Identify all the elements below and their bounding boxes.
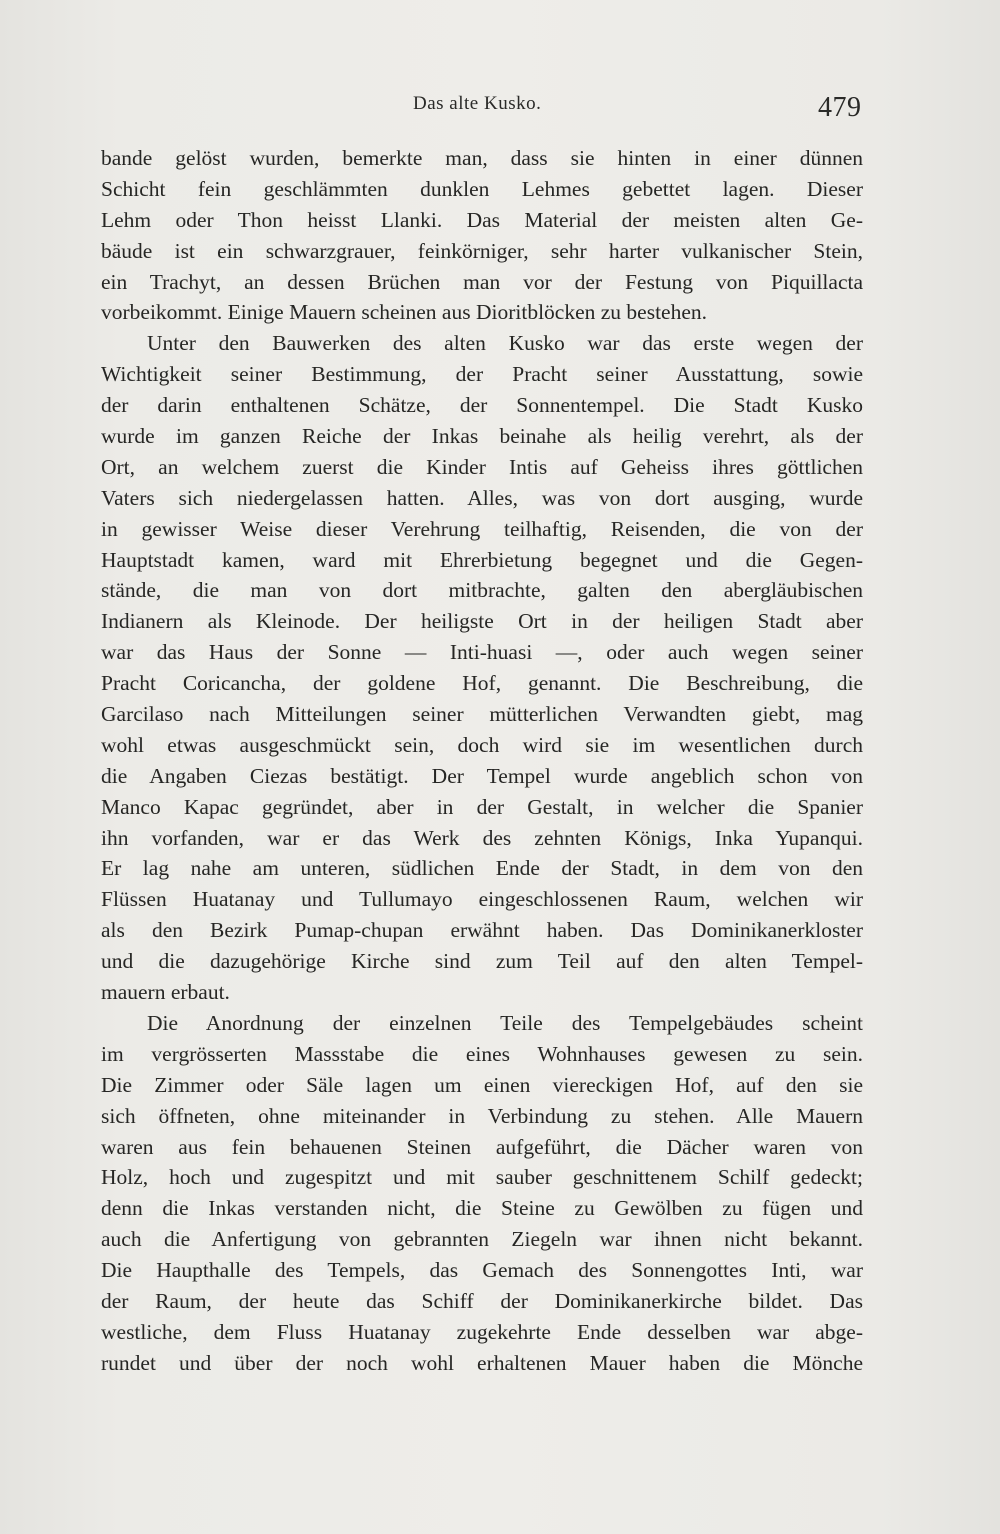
text-line: in gewisser Weise dieser Verehrung teilhaftig, Reisenden, die von der bbox=[101, 516, 863, 541]
text-line: ihn vorfanden, war er das Werk des zehnten Königs, Inka Yupanqui. bbox=[101, 825, 863, 850]
text-line: bäude ist ein schwarzgrauer, feinkörniger, sehr harter vulkanischer Stein, bbox=[101, 238, 863, 263]
body-text bbox=[101, 143, 863, 1379]
text-line: Garcilaso nach Mitteilungen seiner mütterlichen Verwandten giebt, mag bbox=[101, 702, 863, 727]
text-line: Die Anordnung der einzelnen Teile des Tempelgebäudes scheint bbox=[147, 1010, 863, 1035]
text-line: Ort, an welchem zuerst die Kinder Intis auf Geheiss ihres göttlichen bbox=[101, 454, 863, 479]
text-line: Pracht Coricancha, der goldene Hof, genannt. Die Beschreibung, die bbox=[101, 671, 863, 696]
text-line: ein Trachyt, an dessen Brüchen man vor der Festung von Piquillacta bbox=[101, 269, 863, 294]
text-line: Indianern als Kleinode. Der heiligste Ort in der heiligen Stadt aber bbox=[101, 609, 863, 634]
text-line: Lehm oder Thon heisst Llanki. Das Material der meisten alten Ge- bbox=[101, 207, 863, 232]
running-head bbox=[0, 88, 1000, 128]
text-line: Hauptstadt kamen, ward mit Ehrerbietung begegnet und die Gegen- bbox=[101, 547, 863, 572]
text-line: Vaters sich niedergelassen hatten. Alles, was von dort ausging, wurde bbox=[101, 485, 863, 510]
text-line: Manco Kapac gegründet, aber in der Gestalt, in welcher die Spanier bbox=[101, 794, 863, 819]
text-line: wurde im ganzen Reiche der Inkas beinahe als heilig verehrt, als der bbox=[101, 424, 863, 449]
text-line: die Angaben Ciezas bestätigt. Der Tempel wurde angeblich schon von bbox=[101, 763, 863, 788]
text-line: und die dazugehörige Kirche sind zum Teil auf den alten Tempel- bbox=[101, 949, 863, 974]
text-line: wohl etwas ausgeschmückt sein, doch wird sie im wesentlichen durch bbox=[101, 732, 863, 757]
text-line: bande gelöst wurden, bemerkte man, dass sie hinten in einer dünnen bbox=[101, 146, 863, 170]
text-line: mauern erbaut. bbox=[101, 980, 230, 1005]
page-number: 479 bbox=[818, 92, 862, 123]
text-line: denn die Inkas verstanden nicht, die Steine zu Gewölben zu fügen und bbox=[101, 1196, 863, 1221]
text-line: war das Haus der Sonne — Inti-huasi —, oder auch wegen seiner bbox=[101, 640, 863, 665]
text-line: Er lag nahe am unteren, südlichen Ende der Stadt, in dem von den bbox=[101, 856, 863, 881]
text-line: waren aus fein behauenen Steinen aufgeführt, die Dächer waren von bbox=[101, 1134, 863, 1159]
text-line: Flüssen Huatanay und Tullumayo eingeschlossenen Raum, welchen wir bbox=[101, 887, 863, 912]
text-line: vorbeikommt. Einige Mauern scheinen aus Dioritblöcken zu bestehen. bbox=[101, 300, 708, 325]
text-line: der Raum, der heute das Schiff der Dominikanerkirche bildet. Das bbox=[101, 1288, 863, 1313]
text-line: Wichtigkeit seiner Bestimmung, der Pracht seiner Ausstattung, sowie bbox=[101, 362, 863, 387]
text-line: Die Zimmer oder Säle lagen um einen viereckigen Hof, auf den sie bbox=[101, 1072, 863, 1097]
text-line: sich öffneten, ohne miteinander in Verbindung zu stehen. Alle Mauern bbox=[101, 1103, 863, 1128]
header-title: Das alte Kusko. bbox=[413, 93, 542, 114]
text-line: im vergrösserten Massstabe die eines Wohnhauses gewesen zu sein. bbox=[101, 1041, 863, 1066]
text-line: Schicht fein geschlämmten dunklen Lehmes gebettet lagen. Dieser bbox=[101, 176, 863, 201]
text-line: als den Bezirk Pumap-chupan erwähnt haben. Das Dominikanerkloster bbox=[101, 918, 863, 943]
text-line: rundet und über der noch wohl erhaltenen Mauer haben die Mönche bbox=[101, 1350, 863, 1375]
text-line: stände, die man von dort mitbrachte, galten den abergläubischen bbox=[101, 578, 863, 603]
text-line: Unter den Bauwerken des alten Kusko war das erste wegen der bbox=[147, 331, 863, 356]
text-line: westliche, dem Fluss Huatanay zugekehrte Ende desselben war abge- bbox=[101, 1319, 863, 1344]
text-line: auch die Anfertigung von gebrannten Ziegeln war ihnen nicht bekannt. bbox=[101, 1227, 863, 1252]
text-line: Holz, hoch und zugespitzt und mit sauber geschnittenem Schilf gedeckt; bbox=[101, 1165, 863, 1190]
text-line: der darin enthaltenen Schätze, der Sonnentempel. Die Stadt Kusko bbox=[101, 393, 863, 418]
text-line: Die Haupthalle des Tempels, das Gemach des Sonnengottes Inti, war bbox=[101, 1258, 863, 1283]
